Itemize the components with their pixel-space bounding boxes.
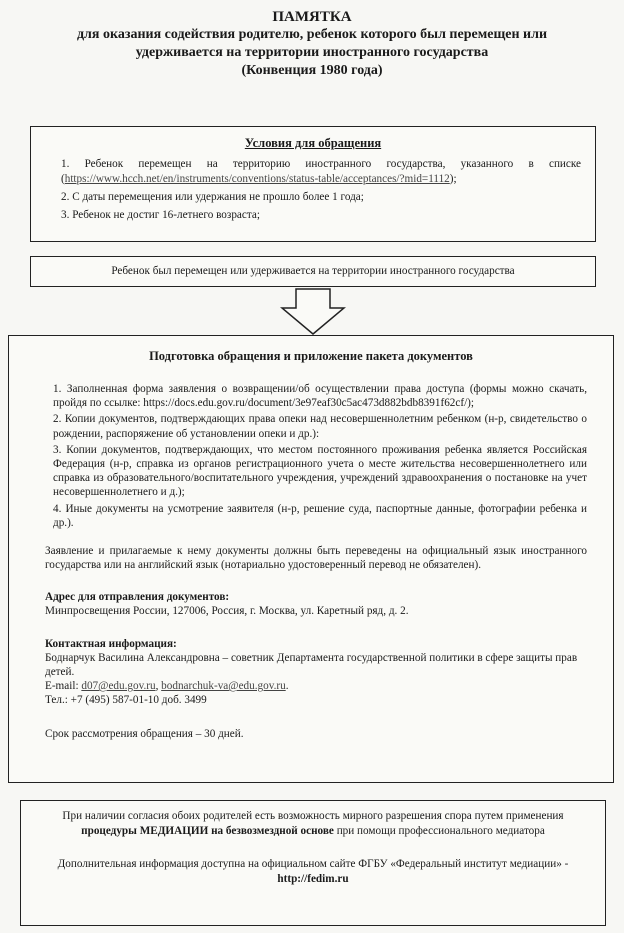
documents-list	[9, 382, 613, 530]
conditions-heading: Условия для обращения	[244, 136, 382, 150]
fedim-link[interactable]: http://fedim.ru	[277, 873, 349, 885]
preparation-box	[8, 335, 614, 783]
contact-heading: Контактная информация:	[45, 637, 177, 650]
moved-box	[30, 256, 596, 287]
title-line-4: (Конвенция 1980 года)	[241, 63, 383, 78]
title-line-3: удерживается на территории иностранного государства	[135, 45, 489, 60]
conditions-list	[31, 157, 595, 223]
mediation-info: Дополнительная информация доступна на официальном сайте ФГБУ «Федеральный институт медиации» - http://fedim.ru	[57, 858, 569, 885]
title-line-2: для оказания содействия родителю, ребенок которого был перемещен или	[76, 27, 548, 42]
list-item: 3. Ребенок не достиг 16-летнего возраста;	[61, 209, 260, 221]
contact-person: Боднарчук Василина Александровна – советник Департамента государственной политики в сфере защиты прав детей.	[45, 651, 578, 678]
address-text: Минпросвещения России, 127006, Россия, г. Москва, ул. Каретный ряд, д. 2.	[45, 605, 409, 618]
address-heading: Адрес для отправления документов:	[45, 591, 230, 604]
mediation-box	[20, 800, 606, 926]
translation-note: Заявление и прилагаемые к нему документы должны быть переведены на официальный язык иностранного государства или на английский язык (нотариально удостоверенный перевод не обязателен).	[45, 545, 587, 572]
list-item: 1. Заполненная форма заявления о возвращении/об осуществлении права доступа (формы можно скачать, пройдя по ссылке: https://docs.edu.gov.ru/document/3e97eaf30c5ac473d882bdb8391f62cf/);	[53, 383, 588, 410]
down-arrow-icon	[280, 288, 346, 336]
list-item: 2. С даты перемещения или удержания не прошло более 1 года;	[61, 191, 364, 203]
conditions-box	[30, 126, 596, 242]
phone-line: Тел.: +7 (495) 587-01-10 доб. 3499	[45, 694, 207, 707]
review-term: Срок рассмотрения обращения – 30 дней.	[45, 728, 244, 741]
list-item: 2. Копии документов, подтверждающих права опеки над несовершеннолетним ребенком (н-р, свидетельство о рождении, распоряжение об установлении опеки и др.):	[53, 413, 587, 440]
email-link-2[interactable]: bodnarchuk-va@edu.gov.ru	[161, 680, 286, 693]
preparation-heading: Подготовка обращения и приложение пакета документов	[149, 349, 473, 363]
mediation-text: При наличии согласия обоих родителей есть возможность мирного разрешения спора путем применения процедуры МЕДИАЦИИ на безвозмездной основе при помощи профессионального медиатора	[62, 810, 564, 837]
title-memo: ПАМЯТКА	[272, 9, 352, 25]
list-item: 4. Иные документы на усмотрение заявителя (н-р, решение суда, паспортные данные, фотографии ребенка и др.).	[53, 502, 588, 529]
acceptances-link[interactable]: https://www.hcch.net/en/instruments/conventions/status-table/acceptances/?mid=1112	[64, 173, 450, 185]
list-item: 1. Ребенок перемещен на территорию иностранного государства, указанного в списке (https://www.hcch.net/en/instruments/conventions/status-table/acceptances/?mid=1112);	[61, 158, 582, 185]
document-title	[20, 8, 604, 80]
email-line: E-mail: d07@edu.gov.ru, bodnarchuk-va@edu.gov.ru.	[45, 680, 289, 693]
email-link-1[interactable]: d07@edu.gov.ru	[81, 680, 156, 693]
list-item: 3. Копии документов, подтверждающих, что местом постоянного проживания ребенка является Российская Федерация (н-р, справка из органов регистрационного учета о месте жительства несовершеннолетнего или справка из образовательного/воспитательного учреждения, учреждений здравоохранения о постановке на учет несовершеннолетнего и д.);	[53, 443, 587, 499]
moved-text: Ребенок был перемещен или удерживается на территории иностранного государства	[111, 265, 515, 277]
